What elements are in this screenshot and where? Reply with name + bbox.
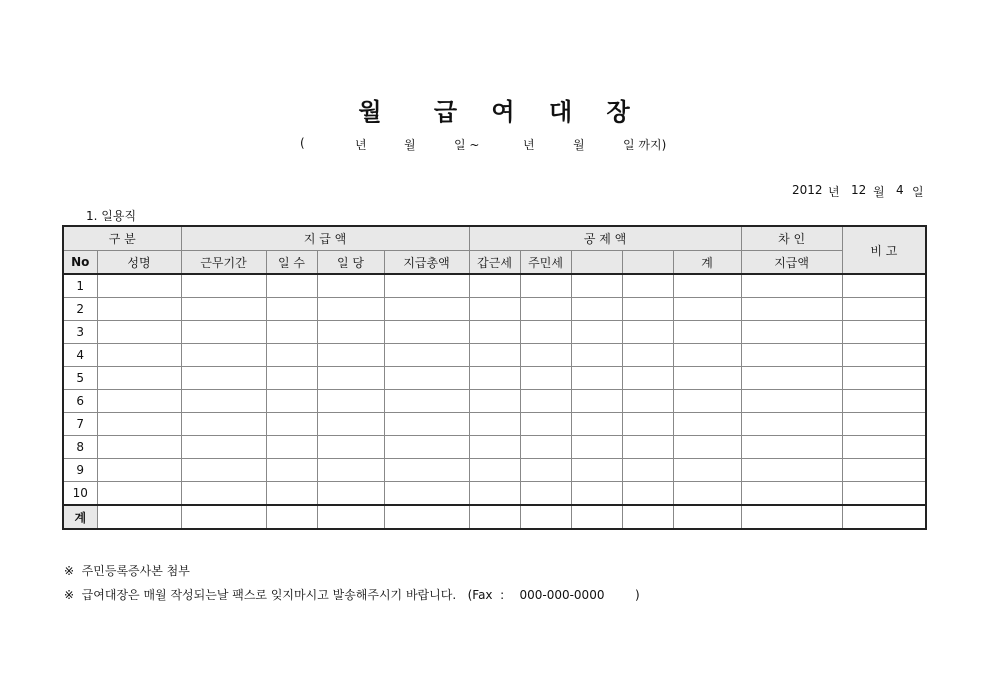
table-cell[interactable] xyxy=(571,298,622,321)
table-cell[interactable] xyxy=(673,321,741,344)
table-cell[interactable] xyxy=(741,321,842,344)
period-start-day: 일 ~ xyxy=(454,138,480,152)
table-cell[interactable] xyxy=(317,344,384,367)
table-cell[interactable] xyxy=(384,344,469,367)
table-cell[interactable] xyxy=(266,298,317,321)
table-cell[interactable] xyxy=(741,413,842,436)
table-cell[interactable] xyxy=(673,274,741,298)
table-cell[interactable] xyxy=(181,390,266,413)
table-cell[interactable] xyxy=(673,390,741,413)
total-row xyxy=(63,505,926,529)
table-cell[interactable] xyxy=(622,413,673,436)
table-cell[interactable] xyxy=(266,505,317,529)
table-cell[interactable] xyxy=(181,321,266,344)
table-cell[interactable] xyxy=(673,436,741,459)
row-number: 6 xyxy=(63,390,97,413)
table-cell[interactable] xyxy=(571,344,622,367)
table-cell[interactable] xyxy=(842,390,926,413)
table-cell[interactable] xyxy=(520,413,571,436)
table-cell[interactable] xyxy=(469,274,520,298)
table-cell[interactable] xyxy=(266,390,317,413)
resident-tax-header: 주민세 xyxy=(520,251,571,275)
table-cell[interactable] xyxy=(741,298,842,321)
table-cell[interactable] xyxy=(317,321,384,344)
table-cell[interactable] xyxy=(317,274,384,298)
no-header: No xyxy=(63,251,97,275)
table-cell[interactable] xyxy=(266,367,317,390)
table-cell[interactable] xyxy=(469,413,520,436)
table-cell[interactable] xyxy=(520,367,571,390)
table-cell[interactable] xyxy=(673,505,741,529)
table-cell[interactable] xyxy=(741,367,842,390)
daily-wage-header: 일 당 xyxy=(317,251,384,275)
table-cell[interactable] xyxy=(741,274,842,298)
table-cell[interactable] xyxy=(520,436,571,459)
table-cell[interactable] xyxy=(673,413,741,436)
table-cell[interactable] xyxy=(520,459,571,482)
table-cell[interactable] xyxy=(520,321,571,344)
net-pay-header: 지급액 xyxy=(741,251,842,275)
table-cell[interactable] xyxy=(97,482,181,506)
table-cell[interactable] xyxy=(571,390,622,413)
remarks-header: 비 고 xyxy=(842,226,926,274)
table-cell[interactable] xyxy=(181,344,266,367)
table-cell[interactable] xyxy=(571,274,622,298)
table-cell[interactable] xyxy=(317,367,384,390)
row-number: 5 xyxy=(63,367,97,390)
table-cell[interactable] xyxy=(469,390,520,413)
table-cell[interactable] xyxy=(181,274,266,298)
table-cell[interactable] xyxy=(622,321,673,344)
table-cell[interactable] xyxy=(317,436,384,459)
blank-deduction-header xyxy=(571,251,622,275)
days-header: 일 수 xyxy=(266,251,317,275)
table-cell[interactable] xyxy=(266,459,317,482)
table-cell[interactable] xyxy=(384,274,469,298)
table-cell[interactable] xyxy=(571,436,622,459)
name-header: 성명 xyxy=(97,251,181,275)
header-row-groups xyxy=(63,226,926,251)
period-line xyxy=(0,136,990,152)
table-row xyxy=(63,298,926,321)
table-cell[interactable] xyxy=(842,367,926,390)
period-open: ( xyxy=(300,136,305,150)
row-number: 7 xyxy=(63,413,97,436)
table-cell[interactable] xyxy=(842,274,926,298)
table-cell[interactable] xyxy=(469,344,520,367)
table-cell[interactable] xyxy=(317,459,384,482)
total-pay-header: 지급총액 xyxy=(384,251,469,275)
table-cell[interactable] xyxy=(520,390,571,413)
table-cell[interactable] xyxy=(317,505,384,529)
row-number: 9 xyxy=(63,459,97,482)
table-cell[interactable] xyxy=(384,459,469,482)
table-cell[interactable] xyxy=(97,390,181,413)
table-cell[interactable] xyxy=(317,482,384,506)
table-cell[interactable] xyxy=(384,482,469,506)
table-cell[interactable] xyxy=(741,390,842,413)
deduction-total-header: 계 xyxy=(673,251,741,275)
table-cell[interactable] xyxy=(384,505,469,529)
table-cell[interactable] xyxy=(842,344,926,367)
table-cell[interactable] xyxy=(469,505,520,529)
title-char: 장 xyxy=(606,98,632,126)
table-cell[interactable] xyxy=(266,274,317,298)
table-cell[interactable] xyxy=(181,505,266,529)
table-cell[interactable] xyxy=(97,436,181,459)
section-label: 1. 일용직 xyxy=(86,209,137,223)
table-cell[interactable] xyxy=(622,482,673,506)
table-cell[interactable] xyxy=(384,390,469,413)
period-start-month: 월 xyxy=(404,138,416,152)
table-cell[interactable] xyxy=(266,344,317,367)
table-cell[interactable] xyxy=(571,321,622,344)
table-cell[interactable] xyxy=(181,298,266,321)
table-cell[interactable] xyxy=(842,459,926,482)
table-cell[interactable] xyxy=(571,367,622,390)
table-cell[interactable] xyxy=(741,482,842,506)
table-cell[interactable] xyxy=(97,413,181,436)
row-number: 3 xyxy=(63,321,97,344)
title-char: 대 xyxy=(548,98,575,126)
table-cell[interactable] xyxy=(673,482,741,506)
table-cell[interactable] xyxy=(469,321,520,344)
group-deduction-header: 공 제 액 xyxy=(469,226,741,251)
table-cell[interactable] xyxy=(622,436,673,459)
table-cell[interactable] xyxy=(622,274,673,298)
table-cell[interactable] xyxy=(842,321,926,344)
table-cell[interactable] xyxy=(97,298,181,321)
table-cell[interactable] xyxy=(622,298,673,321)
table-cell[interactable] xyxy=(384,413,469,436)
document-date xyxy=(0,183,990,199)
table-cell[interactable] xyxy=(384,436,469,459)
work-period-header: 근무기간 xyxy=(181,251,266,275)
table-cell[interactable] xyxy=(181,367,266,390)
table-cell[interactable] xyxy=(520,298,571,321)
table-cell[interactable] xyxy=(469,436,520,459)
title-char: 여 xyxy=(491,98,517,126)
title-char: 급 xyxy=(433,98,460,126)
period-start-year: 년 xyxy=(355,138,367,152)
table-cell[interactable] xyxy=(469,482,520,506)
total-label: 계 xyxy=(63,505,97,529)
table-row xyxy=(63,413,926,436)
date-day-unit: 일 xyxy=(912,185,924,199)
table-cell[interactable] xyxy=(181,413,266,436)
page-title xyxy=(0,92,990,127)
group-classification-header: 구 분 xyxy=(63,226,181,251)
table-cell[interactable] xyxy=(317,413,384,436)
income-tax-header: 갑근세 xyxy=(469,251,520,275)
table-row xyxy=(63,274,926,298)
table-row xyxy=(63,321,926,344)
table-cell[interactable] xyxy=(181,482,266,506)
table-cell[interactable] xyxy=(520,344,571,367)
table-cell[interactable] xyxy=(842,436,926,459)
period-end-year: 년 xyxy=(523,138,535,152)
table-cell[interactable] xyxy=(469,459,520,482)
table-cell[interactable] xyxy=(673,459,741,482)
date-year: 2012 xyxy=(792,183,823,197)
table-cell[interactable] xyxy=(741,436,842,459)
table-cell[interactable] xyxy=(520,482,571,506)
title-char: 월 xyxy=(358,98,384,126)
table-cell[interactable] xyxy=(97,459,181,482)
table-cell[interactable] xyxy=(842,413,926,436)
table-cell[interactable] xyxy=(181,459,266,482)
table-cell[interactable] xyxy=(673,367,741,390)
table-cell[interactable] xyxy=(571,413,622,436)
table-cell[interactable] xyxy=(384,321,469,344)
header-row-columns xyxy=(63,251,926,275)
table-cell[interactable] xyxy=(520,505,571,529)
table-row xyxy=(63,482,926,506)
table-cell[interactable] xyxy=(266,482,317,506)
table-cell[interactable] xyxy=(97,344,181,367)
table-row xyxy=(63,367,926,390)
date-year-unit: 년 xyxy=(828,185,840,199)
table-cell[interactable] xyxy=(97,505,181,529)
table-cell[interactable] xyxy=(266,321,317,344)
table-cell[interactable] xyxy=(622,344,673,367)
table-cell[interactable] xyxy=(520,274,571,298)
payroll-table xyxy=(62,225,927,530)
blank-deduction-header xyxy=(622,251,673,275)
table-cell[interactable] xyxy=(97,367,181,390)
note-attachment: ※ 주민등록증사본 첨부 xyxy=(64,564,190,578)
table-cell[interactable] xyxy=(622,459,673,482)
row-number: 2 xyxy=(63,298,97,321)
note-fax: ※ 급여대장은 매월 작성되는날 팩스로 잊지마시고 발송해주시기 바랍니다. (Fax : 000-000-0000 ) xyxy=(64,588,640,602)
table-row xyxy=(63,390,926,413)
table-cell[interactable] xyxy=(97,321,181,344)
table-cell[interactable] xyxy=(842,482,926,506)
row-number: 10 xyxy=(63,482,97,506)
table-cell[interactable] xyxy=(571,482,622,506)
group-net-header: 차 인 xyxy=(741,226,842,251)
table-cell[interactable] xyxy=(317,298,384,321)
table-cell[interactable] xyxy=(97,274,181,298)
period-end-month: 월 xyxy=(573,138,585,152)
table-cell[interactable] xyxy=(181,436,266,459)
table-cell[interactable] xyxy=(622,390,673,413)
table-cell[interactable] xyxy=(384,367,469,390)
row-number: 4 xyxy=(63,344,97,367)
table-cell[interactable] xyxy=(469,298,520,321)
table-cell[interactable] xyxy=(384,298,469,321)
table-row xyxy=(63,436,926,459)
table-cell[interactable] xyxy=(673,298,741,321)
table-cell[interactable] xyxy=(266,413,317,436)
date-day: 4 xyxy=(896,183,904,197)
table-cell[interactable] xyxy=(673,344,741,367)
date-month: 12 xyxy=(851,183,867,197)
table-cell[interactable] xyxy=(842,505,926,529)
table-cell[interactable] xyxy=(741,459,842,482)
table-cell[interactable] xyxy=(622,505,673,529)
table-cell[interactable] xyxy=(266,436,317,459)
table-cell[interactable] xyxy=(571,505,622,529)
table-cell[interactable] xyxy=(469,367,520,390)
group-payment-header: 지 급 액 xyxy=(181,226,469,251)
table-cell[interactable] xyxy=(571,459,622,482)
period-end-day: 일 까지) xyxy=(623,138,667,152)
table-cell[interactable] xyxy=(842,298,926,321)
table-cell[interactable] xyxy=(317,390,384,413)
table-row xyxy=(63,459,926,482)
table-cell[interactable] xyxy=(622,367,673,390)
date-month-unit: 월 xyxy=(873,185,885,199)
table-cell[interactable] xyxy=(741,505,842,529)
table-row xyxy=(63,344,926,367)
table-cell[interactable] xyxy=(741,344,842,367)
row-number: 8 xyxy=(63,436,97,459)
row-number: 1 xyxy=(63,274,97,298)
